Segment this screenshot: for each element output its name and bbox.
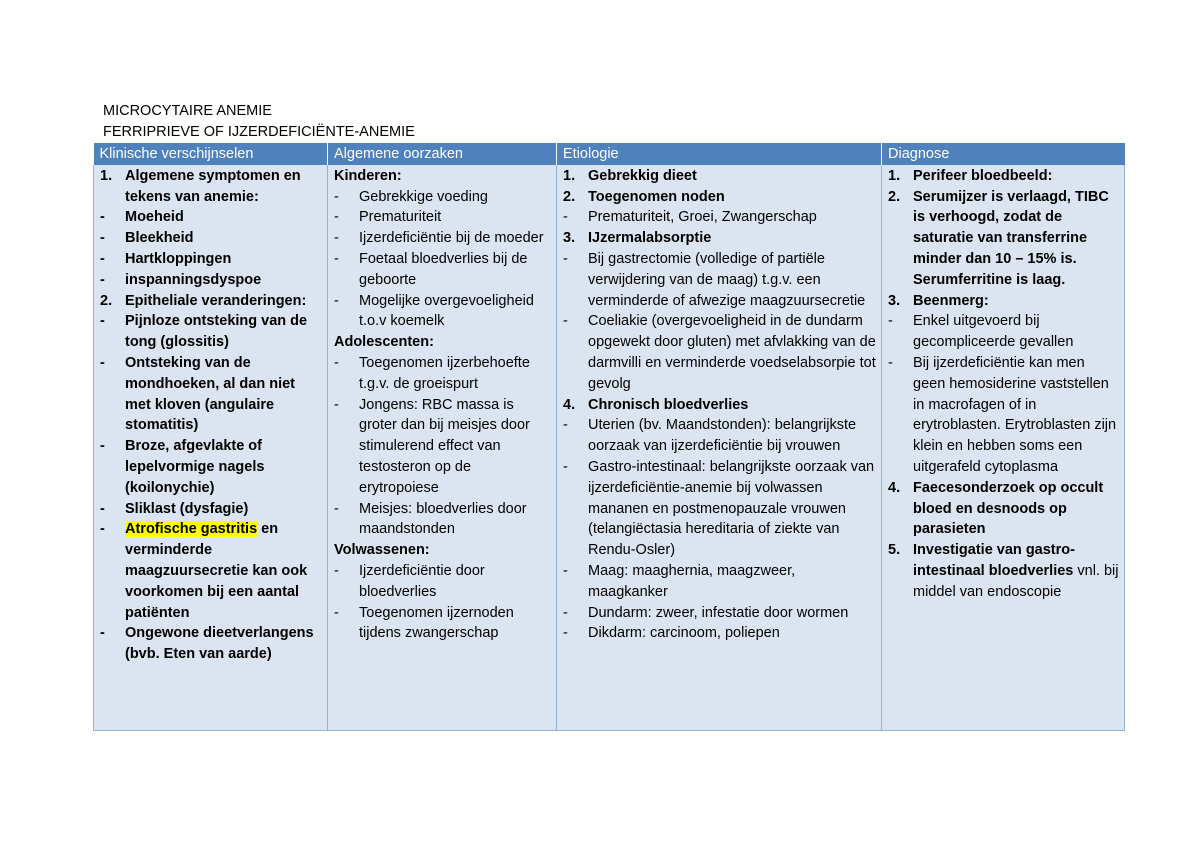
list-text bbox=[913, 540, 1120, 602]
item-text: Pijnloze ontsteking van de tong (glossitis) bbox=[125, 313, 308, 351]
list-item bbox=[563, 228, 877, 249]
item-text: Beenmerg: bbox=[913, 292, 989, 309]
list-marker: - bbox=[334, 354, 339, 371]
list-item bbox=[563, 207, 877, 228]
table-header-row bbox=[94, 143, 1125, 165]
item-tail-text: vnl. bij middel van endoscopie bbox=[913, 562, 1119, 600]
item-text: Sliklast (dysfagie) bbox=[125, 500, 249, 517]
list-text bbox=[588, 457, 877, 561]
list-text bbox=[359, 499, 552, 541]
list-text bbox=[588, 187, 877, 208]
list-marker: - bbox=[100, 625, 105, 642]
list-item bbox=[100, 207, 323, 228]
list-text bbox=[913, 353, 1120, 478]
item-text: Hartkloppingen bbox=[125, 250, 232, 267]
anemia-table bbox=[93, 143, 1125, 731]
list-item bbox=[888, 540, 1120, 602]
list-marker: 3. bbox=[888, 292, 901, 309]
list-text bbox=[125, 228, 323, 249]
item-text: Ontsteking van de mondhoeken, al dan niet met kloven (angulaire stomatitis) bbox=[125, 354, 295, 434]
list-marker: 2. bbox=[563, 188, 576, 205]
list-marker: - bbox=[100, 500, 105, 517]
list-marker: - bbox=[563, 458, 568, 475]
document-title-block bbox=[103, 101, 415, 143]
item-text: Uterien (bv. Maandstonden): belangrijkste oorzaak van ijzerdeficiëntie bij vrouwen bbox=[588, 417, 857, 455]
item-text: IJzermalabsorptie bbox=[588, 230, 712, 247]
list-marker: - bbox=[100, 438, 105, 455]
table-row bbox=[94, 165, 1125, 731]
list-item bbox=[100, 311, 323, 353]
list-marker: - bbox=[888, 354, 893, 371]
list-text bbox=[125, 166, 323, 208]
item-text: Perifeer bloedbeeld: bbox=[913, 167, 1053, 184]
list-marker: 4. bbox=[888, 479, 901, 496]
list-item bbox=[100, 519, 323, 623]
list-marker: - bbox=[334, 500, 339, 517]
header-clinical: Klinische verschijnselen bbox=[94, 143, 328, 165]
list-marker: - bbox=[334, 562, 339, 579]
list-item bbox=[888, 311, 1120, 353]
list-marker: - bbox=[334, 396, 339, 413]
list-marker: - bbox=[563, 313, 568, 330]
cell-causes bbox=[328, 165, 557, 731]
list-marker: - bbox=[334, 604, 339, 621]
item-text: Toegenomen noden bbox=[588, 188, 725, 205]
list-item bbox=[563, 395, 877, 416]
list-marker: - bbox=[100, 313, 105, 330]
list-item bbox=[334, 353, 552, 395]
item-text: Bij gastrectomie (volledige of partiële verwijdering van de maag) t.g.v. een verminderde of afwezige maagzuursecretie bbox=[588, 250, 866, 309]
item-text: Algemene symptomen en tekens van anemie: bbox=[125, 167, 301, 205]
list-text bbox=[588, 395, 877, 416]
list-text bbox=[913, 187, 1120, 291]
item-text: en verminderde maagzuursecretie kan ook voorkomen bij een aantal patiënten bbox=[125, 521, 308, 621]
list-text bbox=[588, 249, 877, 311]
list-item bbox=[888, 166, 1120, 187]
list-marker: 1. bbox=[563, 167, 576, 184]
item-text: Faecesonderzoek op occult bloed en desnoods op parasieten bbox=[913, 479, 1104, 538]
list-marker: 1. bbox=[100, 167, 113, 184]
list-marker: - bbox=[563, 209, 568, 226]
item-text: Ijzerdeficiëntie door bloedverlies bbox=[359, 562, 485, 600]
item-text: Bleekheid bbox=[125, 230, 194, 247]
list-marker: 2. bbox=[100, 292, 113, 309]
list-marker: 4. bbox=[563, 396, 576, 413]
list-text bbox=[588, 207, 877, 228]
list-marker: - bbox=[100, 250, 105, 267]
item-text: Moeheid bbox=[125, 209, 184, 226]
item-text: Gastro-intestinaal: belangrijkste oorzaak van ijzerdeficiëntie-anemie bij volwassen mananen en postmenopauzale vrouwen (telangiëctasia hereditaria of ziekte van Rendu-Osler) bbox=[588, 458, 875, 559]
list-text bbox=[125, 311, 323, 353]
cell-etiology bbox=[557, 165, 882, 731]
item-text: Jongens: RBC massa is groter dan bij meisjes door stimulerend effect van testosteron op de erytropoiese bbox=[359, 396, 530, 496]
item-text: Broze, afgevlakte of lepelvormige nagels (koilonychie) bbox=[125, 438, 265, 496]
list-marker: - bbox=[100, 209, 105, 226]
item-text: Foetaal bloedverlies bij de geboorte bbox=[359, 250, 528, 288]
list-marker: - bbox=[888, 313, 893, 330]
list-marker: - bbox=[563, 562, 568, 579]
item-text: Gebrekkige voeding bbox=[359, 188, 488, 205]
header-causes: Algemene oorzaken bbox=[328, 143, 557, 165]
list-text bbox=[359, 395, 552, 499]
list-item bbox=[888, 353, 1120, 478]
list-text bbox=[125, 623, 323, 665]
item-text: Investigatie van gastro-intestinaal bloedverlies bbox=[913, 542, 1075, 579]
list-text bbox=[359, 187, 552, 208]
list-text bbox=[588, 311, 877, 394]
item-text: Dundarm: zweer, infestatie door wormen bbox=[588, 604, 849, 621]
item-text: Bij ijzerdeficiëntie kan men geen hemosiderine vaststellen in macrofagen of in erytroblasten. Erytroblasten zijn klein en hebben soms een uitgerafeld cytoplasma bbox=[913, 354, 1117, 475]
list-item bbox=[563, 623, 877, 644]
list-item bbox=[563, 457, 877, 561]
item-text: Ijzerdeficiëntie bij de moeder bbox=[359, 230, 544, 247]
group-heading: Kinderen: bbox=[334, 167, 402, 184]
list-marker: - bbox=[100, 354, 105, 371]
header-etiology: Etiologie bbox=[557, 143, 882, 165]
list-item bbox=[334, 395, 552, 499]
item-text: Maag: maaghernia, maagzweer, maagkanker bbox=[588, 562, 796, 600]
list-item bbox=[888, 291, 1120, 312]
list-item bbox=[334, 207, 552, 228]
item-text: Toegenomen ijzernoden tijdens zwangerschap bbox=[359, 604, 514, 642]
list-item bbox=[563, 561, 877, 603]
group-heading: Volwassenen: bbox=[334, 542, 430, 559]
list-marker: - bbox=[563, 625, 568, 642]
cell-clinical bbox=[94, 165, 328, 731]
item-text: Chronisch bloedverlies bbox=[588, 396, 749, 413]
list-text bbox=[125, 291, 323, 312]
item-text: Dikdarm: carcinoom, poliepen bbox=[588, 625, 780, 642]
list-text bbox=[588, 166, 877, 187]
list-text bbox=[359, 291, 552, 333]
list-item bbox=[563, 311, 877, 394]
list-marker: - bbox=[334, 188, 339, 205]
list-text bbox=[125, 519, 323, 623]
list-item bbox=[334, 249, 552, 291]
list-text bbox=[359, 228, 552, 249]
list-item bbox=[563, 249, 877, 311]
list-text bbox=[588, 561, 877, 603]
list-item bbox=[100, 436, 323, 498]
list-text bbox=[359, 561, 552, 603]
list-item bbox=[563, 166, 877, 187]
list-item bbox=[563, 187, 877, 208]
item-text: Ongewone dieetverlangens (bvb. Eten van aarde) bbox=[125, 625, 314, 663]
list-text bbox=[359, 353, 552, 395]
document-subtitle: FERRIPRIEVE OF IJZERDEFICIËNTE-ANEMIE bbox=[103, 124, 415, 140]
list-item bbox=[334, 187, 552, 208]
list-item bbox=[563, 603, 877, 624]
list-item bbox=[563, 415, 877, 457]
item-text: Meisjes: bloedverlies door maandstonden bbox=[359, 500, 527, 538]
item-text: inspanningsdyspoe bbox=[125, 271, 262, 288]
list-text bbox=[125, 436, 323, 498]
list-item bbox=[100, 166, 323, 208]
document-title: MICROCYTAIRE ANEMIE bbox=[103, 103, 272, 119]
list-marker: - bbox=[100, 271, 105, 288]
list-text bbox=[588, 623, 877, 644]
item-text: Mogelijke overgevoeligheid t.o.v koemelk bbox=[359, 292, 534, 330]
list-text bbox=[359, 603, 552, 645]
list-item bbox=[100, 270, 323, 291]
list-item bbox=[100, 228, 323, 249]
list-marker: - bbox=[334, 250, 339, 267]
list-item bbox=[100, 291, 323, 312]
list-marker: 3. bbox=[563, 230, 576, 247]
list-marker: - bbox=[563, 604, 568, 621]
list-marker: - bbox=[334, 292, 339, 309]
list-item bbox=[334, 603, 552, 645]
list-text bbox=[125, 499, 323, 520]
highlighted-text: Atrofische gastritis bbox=[125, 521, 258, 538]
list-text bbox=[588, 603, 877, 624]
list-marker: - bbox=[563, 417, 568, 434]
list-item bbox=[100, 353, 323, 436]
item-text: Prematuriteit bbox=[359, 209, 442, 226]
list-item bbox=[334, 228, 552, 249]
header-diagnosis: Diagnose bbox=[882, 143, 1125, 165]
list-item bbox=[888, 478, 1120, 540]
list-text bbox=[125, 353, 323, 436]
list-marker: 2. bbox=[888, 188, 901, 205]
list-item bbox=[888, 187, 1120, 291]
list-text bbox=[588, 415, 877, 457]
list-marker: 1. bbox=[888, 167, 901, 184]
list-text bbox=[359, 207, 552, 228]
list-item bbox=[334, 561, 552, 603]
list-text bbox=[125, 249, 323, 270]
list-text bbox=[588, 228, 877, 249]
list-text bbox=[913, 291, 1120, 312]
list-item bbox=[100, 623, 323, 665]
item-text: Coeliakie (overgevoeligheid in de dundarm opgewekt door gluten) met afvlakking van de darmvilli en verminderde voedselabsorpie tot gevolg bbox=[588, 313, 876, 392]
item-text: Gebrekkig dieet bbox=[588, 167, 697, 184]
list-marker: 5. bbox=[888, 542, 901, 559]
list-marker: - bbox=[563, 250, 568, 267]
list-text bbox=[359, 249, 552, 291]
list-item bbox=[100, 499, 323, 520]
list-text bbox=[913, 166, 1120, 187]
list-item bbox=[334, 499, 552, 541]
list-text bbox=[913, 311, 1120, 353]
item-text: Prematuriteit, Groei, Zwangerschap bbox=[588, 209, 817, 226]
item-text: Epitheliale veranderingen: bbox=[125, 292, 307, 309]
item-text: Serumijzer is verlaagd, TIBC is verhoogd, zodat de saturatie van transferrine minder dan 10 – 15% is. Serumferritine is laag. bbox=[913, 188, 1109, 288]
list-marker: - bbox=[334, 209, 339, 226]
item-text: Toegenomen ijzerbehoefte t.g.v. de groeispurt bbox=[359, 354, 530, 392]
group-heading: Adolescenten: bbox=[334, 334, 434, 351]
list-marker: - bbox=[100, 230, 105, 247]
list-text bbox=[125, 270, 323, 291]
item-text: Enkel uitgevoerd bij gecompliceerde gevallen bbox=[913, 313, 1074, 351]
cell-diagnosis bbox=[882, 165, 1125, 731]
list-text bbox=[125, 207, 323, 228]
list-text bbox=[913, 478, 1120, 540]
list-item bbox=[100, 249, 323, 270]
list-item bbox=[334, 291, 552, 333]
list-marker: - bbox=[334, 230, 339, 247]
list-marker: - bbox=[100, 521, 105, 538]
